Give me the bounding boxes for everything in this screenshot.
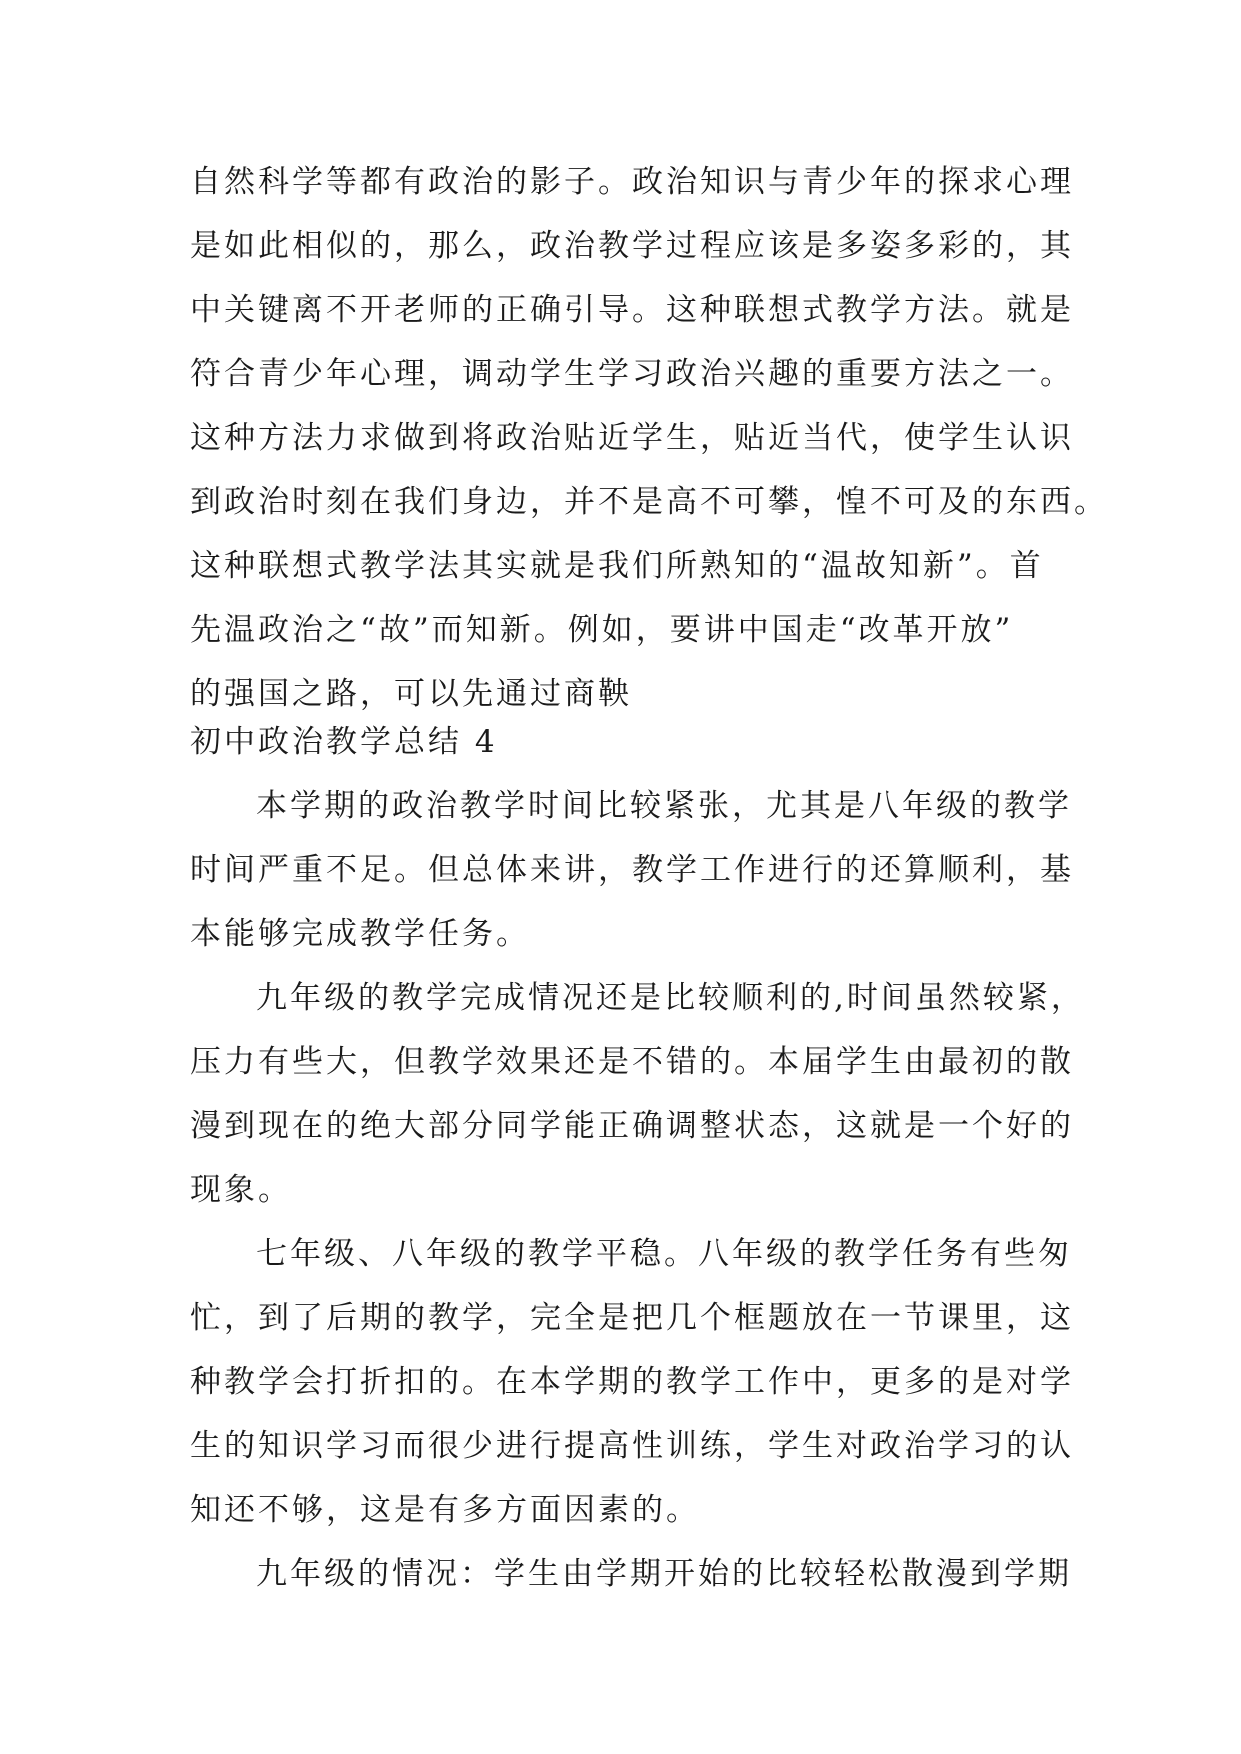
paragraph <box>190 966 1085 1222</box>
text-line: 漫到现在的绝大部分同学能正确调整状态，这就是一个好的 <box>190 1108 1074 1144</box>
text-line: 本能够完成教学任务。 <box>190 916 530 952</box>
text-line: 先温政治之“故”而知新。例如，要讲中国走“改革开放” <box>190 612 1014 648</box>
text-line: 知还不够，这是有多方面因素的。 <box>190 1492 700 1528</box>
paragraph <box>190 774 1074 966</box>
text-line: 本学期的政治教学时间比较紧张，尤其是八年级的教学 <box>256 788 1072 824</box>
text-line: 这种方法力求做到将政治贴近学生，贴近当代，使学生认识 <box>190 420 1074 456</box>
section-body <box>190 774 1085 1606</box>
text-line: 忙，到了后期的教学，完全是把几个框题放在一节课里，这 <box>190 1300 1074 1336</box>
paragraph <box>190 1222 1074 1542</box>
text-line: 时间严重不足。但总体来讲，教学工作进行的还算顺利，基 <box>190 852 1074 888</box>
text-line: 生的知识学习而很少进行提高性训练，学生对政治学习的认 <box>190 1428 1074 1464</box>
text-line: 现象。 <box>190 1172 292 1208</box>
text-line: 中关键离不开老师的正确引导。这种联想式教学方法。就是 <box>190 292 1074 328</box>
text-line: 符合青少年心理，调动学生学习政治兴趣的重要方法之一。 <box>190 356 1074 392</box>
paragraph <box>190 1542 1070 1606</box>
text-line: 种教学会打折扣的。在本学期的教学工作中，更多的是对学 <box>190 1364 1074 1400</box>
text-line: 到政治时刻在我们身边，并不是高不可攀，惶不可及的东西。 <box>190 484 1108 520</box>
text-line: 压力有些大，但教学效果还是不错的。本届学生由最初的散 <box>190 1044 1074 1080</box>
text-line: 是如此相似的，那么，政治教学过程应该是多姿多彩的，其 <box>190 228 1074 264</box>
text-line: 七年级、八年级的教学平稳。八年级的教学任务有些匆 <box>256 1236 1072 1272</box>
text-line: 自然科学等都有政治的影子。政治知识与青少年的探求心理 <box>190 164 1074 200</box>
section-title: 初中政治教学总结 4 <box>190 724 498 760</box>
text-line: 九年级的教学完成情况还是比较顺利的,时间虽然较紧， <box>256 980 1085 1016</box>
text-line: 这种联想式教学法其实就是我们所熟知的“温故知新”。首 <box>190 548 1044 584</box>
text-line: 九年级的情况：学生由学期开始的比较轻松散漫到学期 <box>256 1556 1072 1592</box>
text-line: 的强国之路，可以先通过商鞅 <box>190 676 632 712</box>
continuation-paragraph <box>190 150 1108 726</box>
section-heading <box>190 710 1070 774</box>
